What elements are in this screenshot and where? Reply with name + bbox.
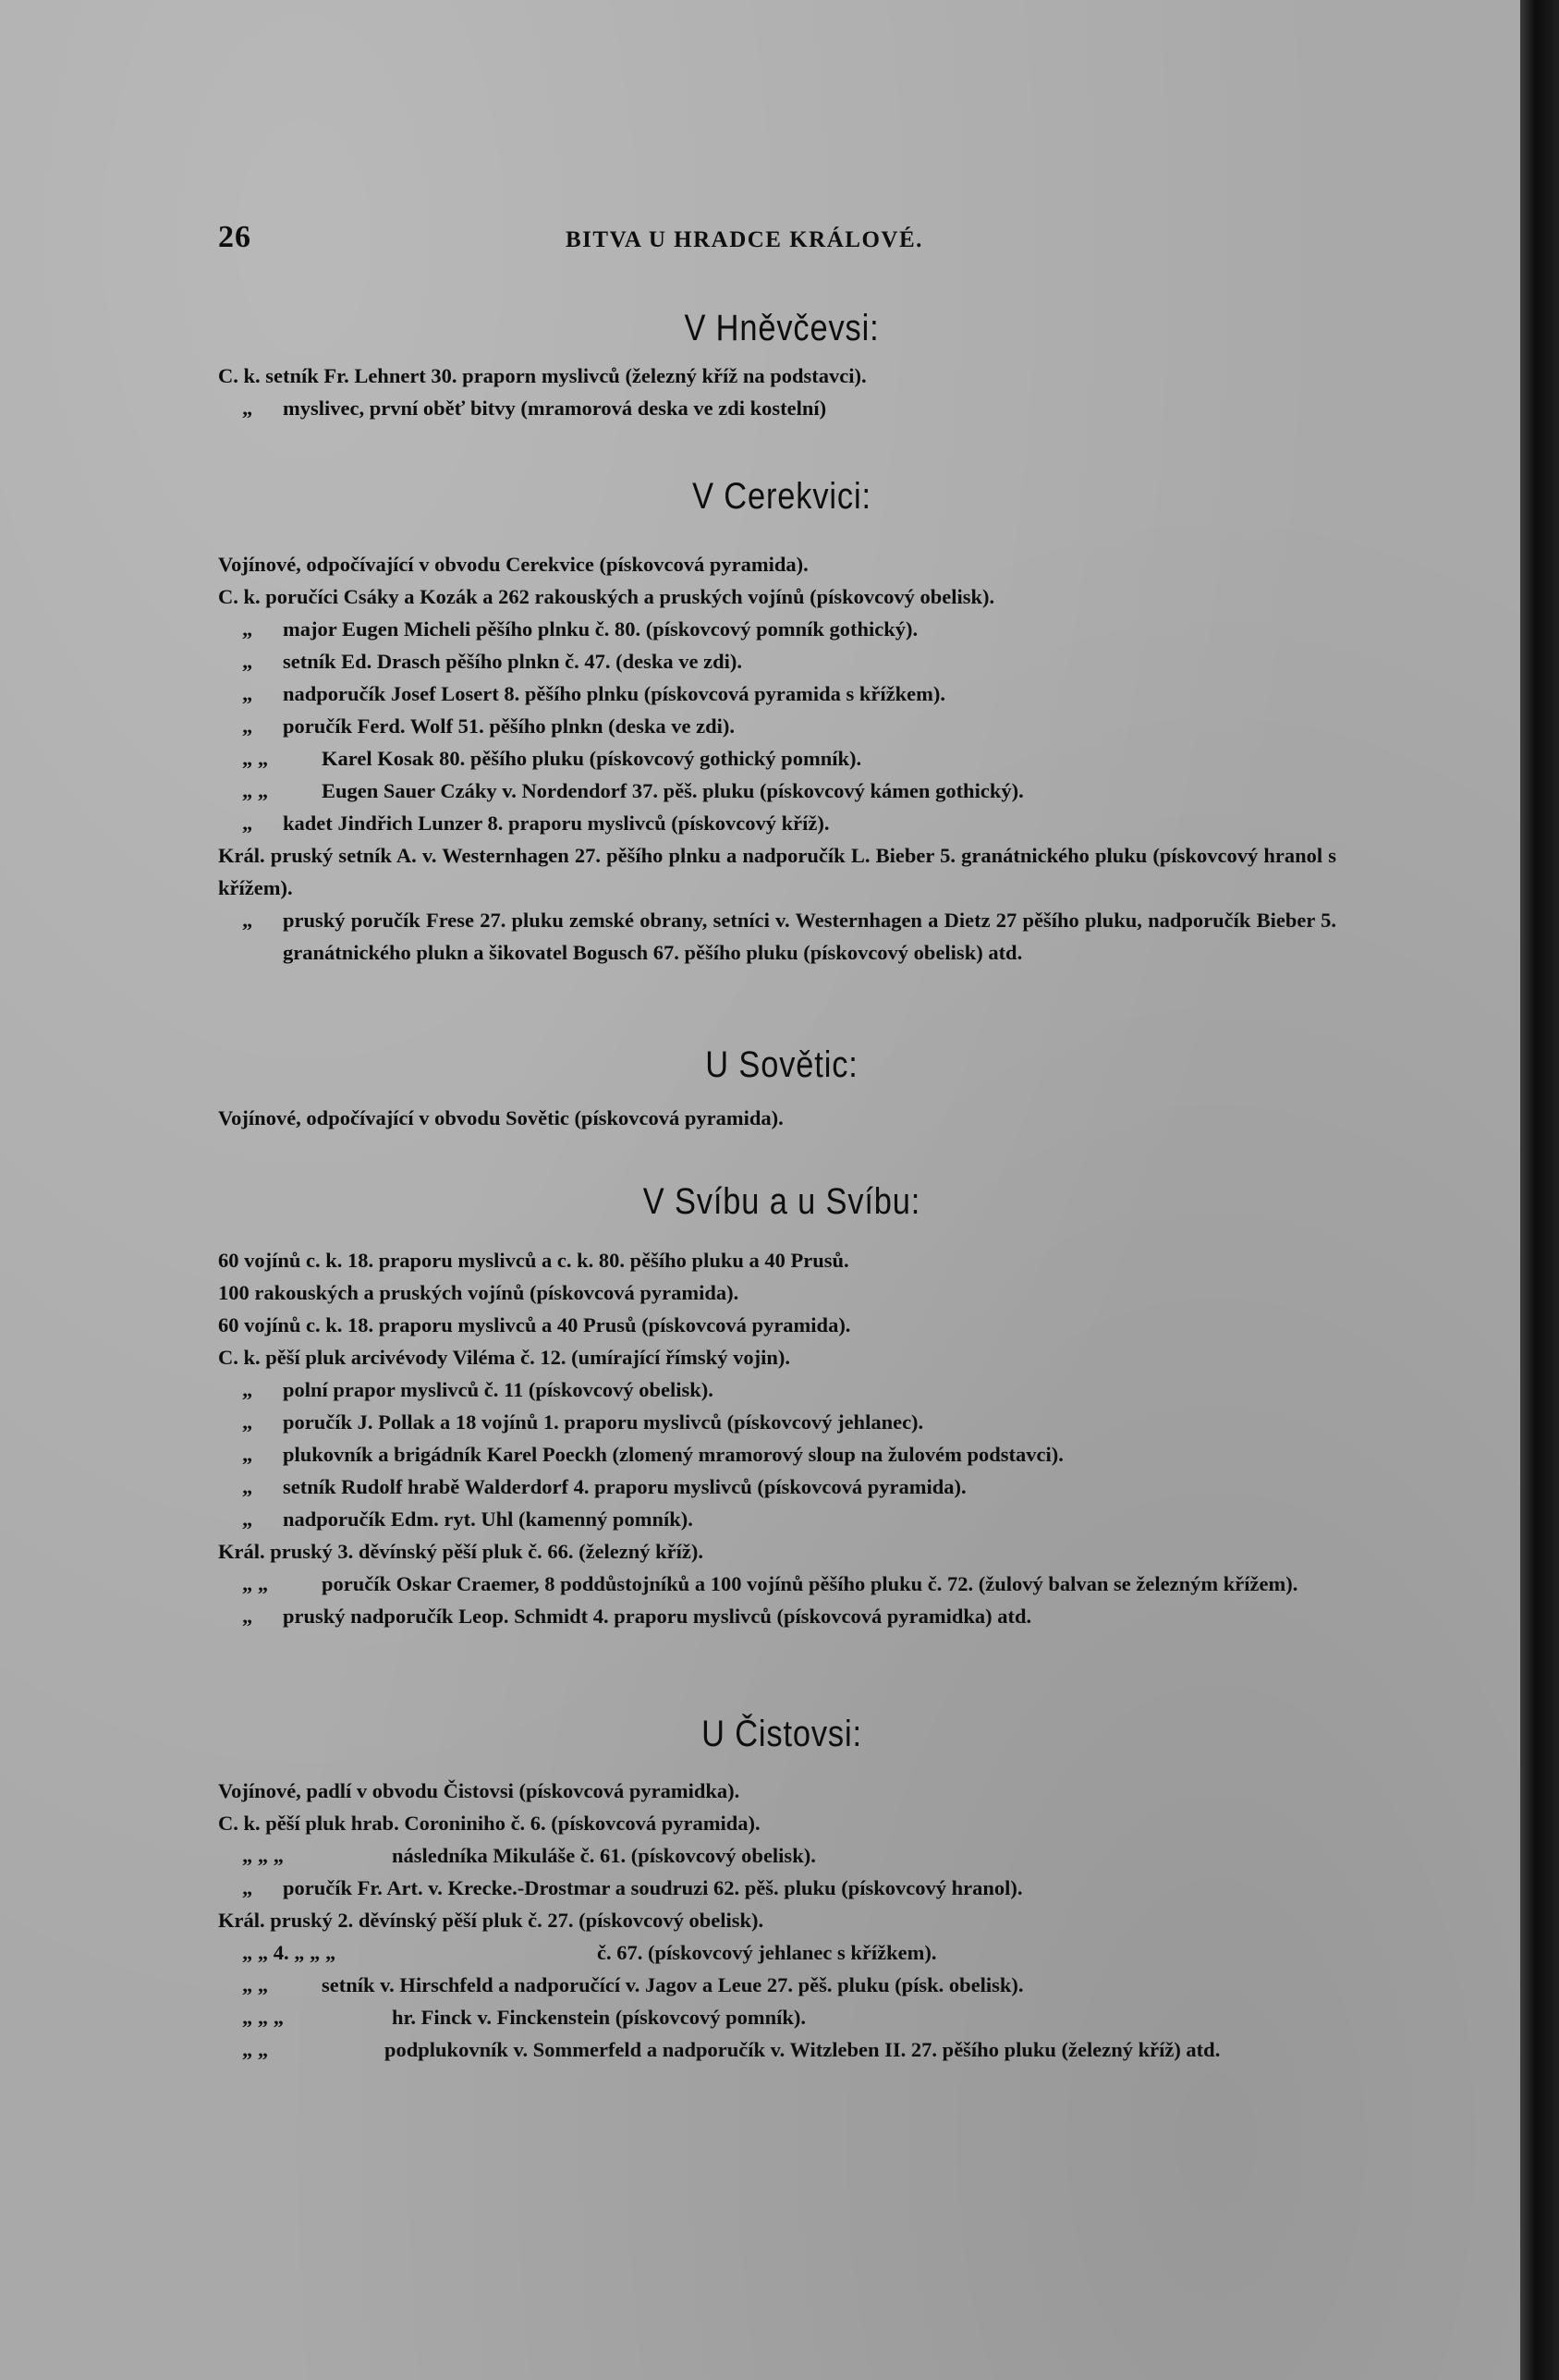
book-spine-edge bbox=[1520, 0, 1559, 2380]
list-item: C. k. setník Fr. Lehnert 30. praporn myslivců (železný kříž na podstavci). bbox=[218, 364, 867, 387]
list-item: „ plukovník a brigádník Karel Poeckh (zlomený mramorový sloup na žulovém podstavci). bbox=[242, 1443, 1064, 1466]
list-item: „ poručík Fr. Art. v. Krecke.-Drostmar a soudruzi 62. pěš. pluku (pískovcový hranol). bbox=[242, 1876, 1023, 1899]
section-heading: U Sovětic: bbox=[705, 1044, 859, 1085]
list-item: „ „ poručík Oskar Craemer, 8 poddůstojníků a 100 vojínů pěšího pluku č. 72. (žulový balvan se železným křížem). bbox=[242, 1572, 1298, 1595]
list-item: Král. pruský 3. děvínský pěší pluk č. 66. (železný kříž). bbox=[218, 1540, 704, 1563]
list-item: „ „ Eugen Sauer Czáky v. Nordendorf 37. pěš. pluku (pískovcový kámen gothický). bbox=[242, 779, 1024, 802]
section-hnevcevsi bbox=[218, 299, 1346, 424]
section-heading: V Cerekvici: bbox=[692, 476, 871, 517]
section-heading: V Svíbu a u Svíbu: bbox=[642, 1181, 921, 1222]
list-item: „ pruský poručík Frese 27. pluku zemské obrany, setníci v. Westernhagen a Dietz 27 pěšího pluku, nadporučík Bieber 5. granátnického plukn a šikovatel Bogusch 67. pěšího pluku (pískovcový obelisk) atd. bbox=[242, 909, 1336, 964]
list-item: Král. pruský 2. děvínský pěší pluk č. 27. (pískovcový obelisk). bbox=[218, 1909, 764, 1932]
list-item: „ setník Ed. Drasch pěšího plnkn č. 47. (deska ve zdi). bbox=[242, 650, 742, 673]
list-item: „ „ 4. „ „ „ č. 67. (pískovcový jehlanec s křížkem). bbox=[242, 1941, 937, 1964]
list-item: „ „ „ následníka Mikuláše č. 61. (pískovcový obelisk). bbox=[242, 1844, 816, 1867]
list-item: Král. pruský setník A. v. Westernhagen 27. pěšího plnku a nadporučík L. Bieber 5. granátnického pluku (pískovcový hranol s křížem). bbox=[218, 844, 1336, 899]
list-item: „ nadporučík Edm. ryt. Uhl (kamenný pomník). bbox=[242, 1507, 693, 1531]
section-heading: U Čistovsi: bbox=[701, 1714, 862, 1754]
list-item: „ kadet Jindřich Lunzer 8. praporu myslivců (pískovcový kříž). bbox=[242, 812, 830, 835]
list-item: Vojínové, odpočívající v obvodu Cerekvice (pískovcová pyramida). bbox=[218, 553, 809, 576]
list-item: C. k. pěší pluk arcivévody Viléma č. 12. (umírající římský vojin). bbox=[218, 1346, 790, 1369]
list-item: „ „ setník v. Hirschfeld a nadporučící v. Jagov a Leue 27. pěš. pluku (písk. obelisk). bbox=[242, 1973, 1024, 1996]
list-item: 60 vojínů c. k. 18. praporu myslivců a c. k. 80. pěšího pluku a 40 Prusů. bbox=[218, 1249, 849, 1272]
list-item: 100 rakouských a pruských vojínů (pískovcová pyramida). bbox=[218, 1281, 739, 1304]
list-item: C. k. pěší pluk hrab. Coroniniho č. 6. (pískovcová pyramida). bbox=[218, 1812, 761, 1835]
list-item: Vojínové, odpočívající v obvodu Sovětic (pískovcová pyramida). bbox=[218, 1106, 784, 1129]
list-item: „ setník Rudolf hrabě Walderdorf 4. praporu myslivců (pískovcová pyramida). bbox=[242, 1475, 967, 1498]
list-item: „ poručík J. Pollak a 18 vojínů 1. praporu myslivců (pískovcový jehlanec). bbox=[242, 1410, 924, 1434]
list-item: „ nadporučík Josef Losert 8. pěšího plnku (pískovcová pyramida s křížkem). bbox=[242, 682, 945, 705]
list-item: „ major Eugen Micheli pěšího plnku č. 80. (pískovcový pomník gothický). bbox=[242, 617, 919, 641]
section-heading: V Hněvčevsi: bbox=[684, 308, 880, 348]
list-item: „ myslivec, první oběť bitvy (mramorová deska ve zdi kostelní) bbox=[242, 397, 827, 420]
list-item: „ „ „ hr. Finck v. Finckenstein (pískovcový pomník). bbox=[242, 2006, 807, 2029]
section-cistovsi bbox=[218, 1704, 1346, 2066]
running-head bbox=[218, 220, 1346, 257]
page-number: 26 bbox=[218, 220, 251, 254]
section-cerekvici bbox=[218, 467, 1346, 969]
list-item: „ polní prapor myslivců č. 11 (pískovcový obelisk). bbox=[242, 1378, 713, 1401]
list-item: „ poručík Ferd. Wolf 51. pěšího plnkn (deska ve zdi). bbox=[242, 714, 736, 738]
section-sovetic bbox=[218, 1035, 1346, 1134]
running-title: BITVA U HRADCE KRÁLOVÉ. bbox=[566, 227, 923, 252]
section-svibu bbox=[218, 1172, 1346, 1632]
list-item: C. k. poručíci Csáky a Kozák a 262 rakouských a pruských vojínů (pískovcový obelisk). bbox=[218, 585, 995, 608]
list-item: Vojínové, padlí v obvodu Čistovsi (pískovcová pyramidka). bbox=[218, 1779, 740, 1802]
list-item: 60 vojínů c. k. 18. praporu myslivců a 40 Prusů (pískovcová pyramida). bbox=[218, 1313, 851, 1336]
list-item: „ pruský nadporučík Leop. Schmidt 4. praporu myslivců (pískovcová pyramidka) atd. bbox=[242, 1605, 1032, 1628]
list-item: „ „ Karel Kosak 80. pěšího pluku (pískovcový gothický pomník). bbox=[242, 747, 862, 770]
list-item: „ „ podplukovník v. Sommerfeld a nadporučík v. Witzleben II. 27. pěšího pluku (železný kříž) atd. bbox=[242, 2038, 1221, 2061]
